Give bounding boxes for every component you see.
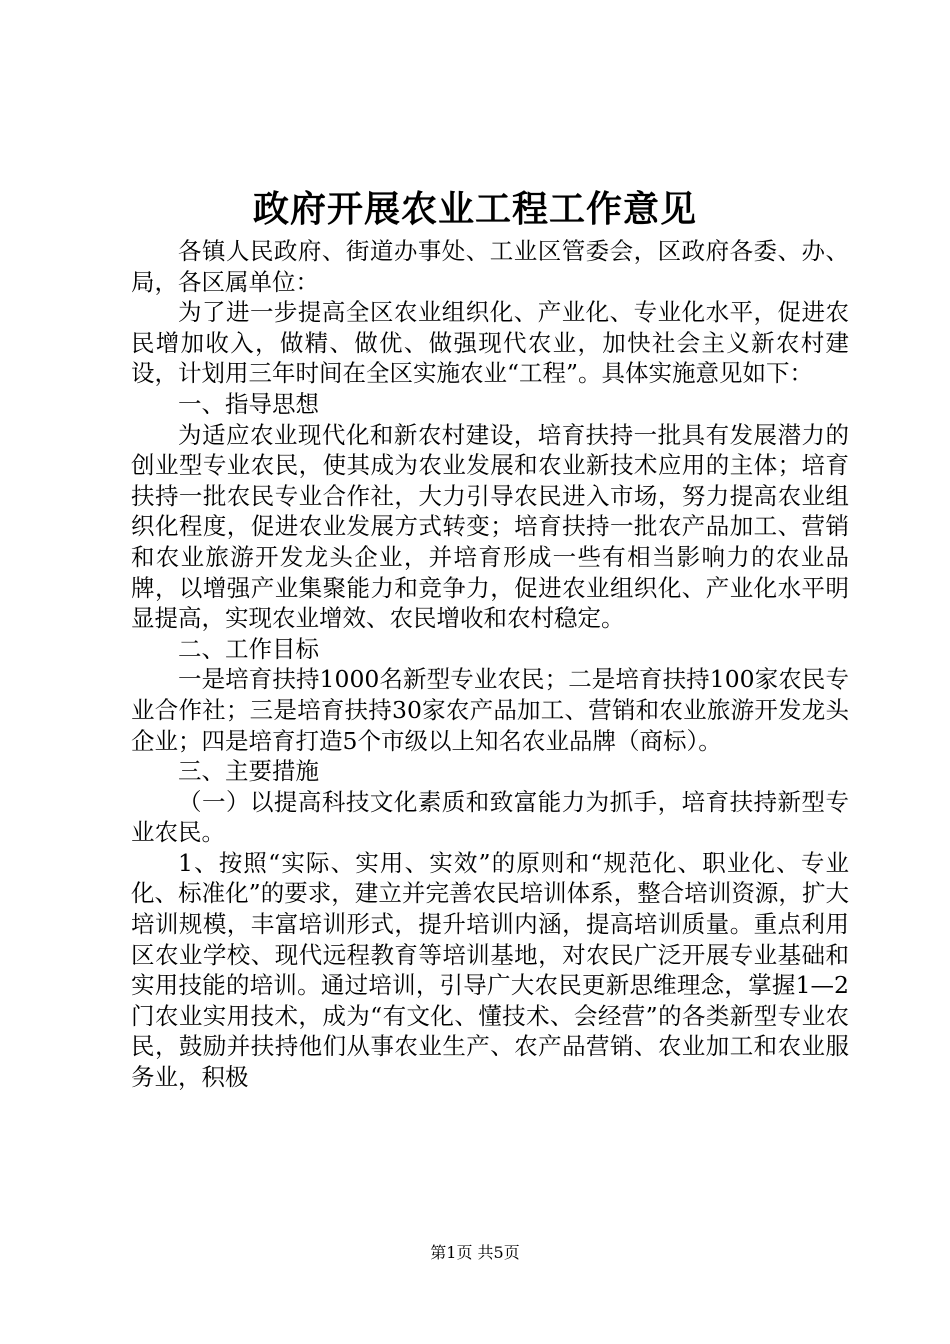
heading-guiding-ideology: 一、指导思想 [178,389,319,418]
document-body [131,236,849,1093]
paragraph-measure-one-item-one: 1、按照“实际、实用、实效”的原则和“规范化、职业化、专业化、标准化”的要求，建立并完善农民培训体系，整合培训资源，扩大培训规模，丰富培训形式，提升培训内涵，提高培训质量。重点利用区农业学校、现代远程教育等培训基地，对农民广泛开展专业基础和实用技能的培训。通过培训，引导广大农民更新思维理念，掌握1—2门农业实用技术，成为“有文化、懂技术、会经营”的各类新型专业农民，鼓励并扶持他们从事农业生产、农产品营销、农业加工和农业服务业，积极 [131,848,849,1092]
paragraph-intro: 为了进一步提高全区农业组织化、产业化、专业化水平，促进农民增加收入，做精、做优、做强现代农业，加快社会主义新农村建设，计划用三年时间在全区实施农业“工程”。具体实施意见如下： [131,298,849,388]
page-footer: 第1页 共5页 [430,1243,520,1262]
paragraph-guiding-ideology: 为适应农业现代化和新农村建设，培育扶持一批具有发展潜力的创业型专业农民，使其成为农业发展和农业新技术应用的主体；培育扶持一批农民专业合作社，大力引导农民进入市场，努力提高农业组织化程度，促进农业发展方式转变；培育扶持一批农产品加工、营销和农业旅游开发龙头企业，并培育形成一些有相当影响力的农业品牌，以增强产业集聚能力和竞争力，促进农业组织化、产业化水平明显提高，实现农业增效、农民增收和农村稳定。 [131,420,849,633]
paragraph-work-goals: 一是培育扶持1000名新型专业农民；二是培育扶持100家农民专业合作社；三是培育扶持30家农产品加工、营销和农业旅游开发龙头企业；四是培育打造5个市级以上知名农业品牌（商标）。 [131,665,849,755]
heading-work-goals: 二、工作目标 [178,634,319,663]
paragraph-measure-one: （一）以提高科技文化素质和致富能力为抓手，培育扶持新型专业农民。 [131,787,849,847]
document-title: 政府开展农业工程工作意见 [252,188,697,230]
paragraph-addressees: 各镇人民政府、街道办事处、工业区管委会，区政府各委、办、局，各区属单位： [131,237,849,296]
heading-main-measures: 三、主要措施 [178,757,319,786]
